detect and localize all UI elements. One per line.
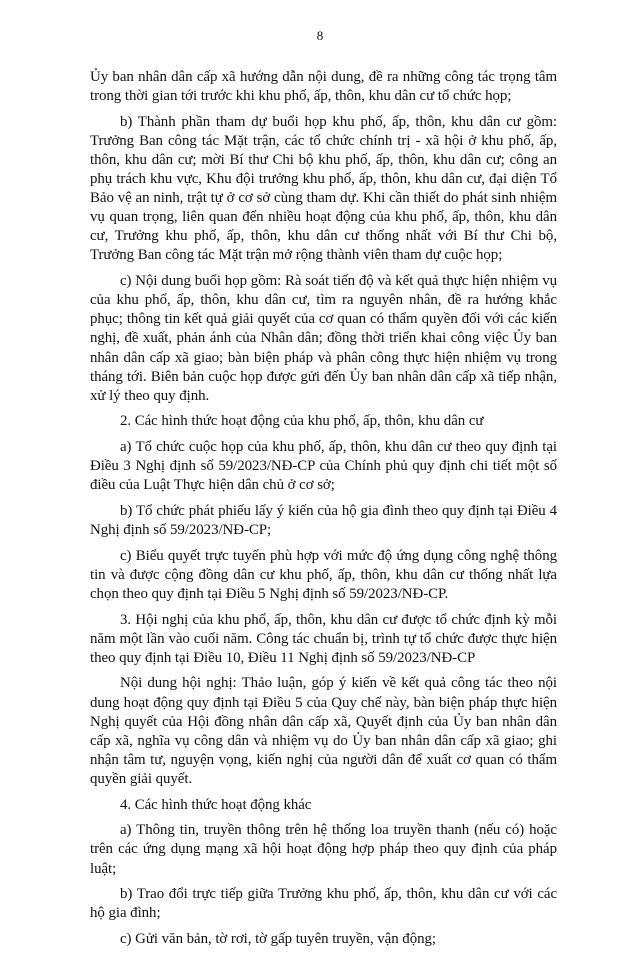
paragraph-item-c-online-vote: c) Biểu quyết trực tuyến phù hợp với mức độ ứng dụng công nghệ thông tin và được cộng đồng dân cư khu phố, ấp, thôn, khu dân cư thống nhất lựa chọn theo quy định tại Điều 5 Nghị định số 59/2023/NĐ-CP. [90, 547, 557, 602]
paragraph-item-a-meeting: a) Tổ chức cuộc họp của khu phố, ấp, thôn, khu dân cư theo quy định tại Điều 3 Nghị định số 59/2023/NĐ-CP của Chính phủ quy định chi tiết một số điều của Luật Thực hiện dân chủ ở cơ sở; [90, 439, 557, 494]
paragraph-conference-content: Nội dung hội nghị: Thảo luận, góp ý kiến về kết quả công tác theo nội dung hoạt động quy định tại Điều 5 của Quy chế này, bàn biện pháp thực hiện Nghị quyết của Hội đồng nhân dân cấp xã, Quyết định của Ủy ban nhân dân cấp xã, nghĩa vụ công dân và nhiệm vụ do Ủy ban nhân dân cấp xã giao; ghi nhận tâm tư, nguyện vọng, kiến nghị của người dân để xuất cơ quan có thẩm quyền giải quyết. [90, 675, 557, 787]
paragraph-item-c-documents: c) Gửi văn bản, tờ rơi, tờ gấp tuyên truyền, vận động; [120, 930, 436, 947]
section-heading-activity-forms: 2. Các hình thức hoạt động của khu phố, ấp, thôn, khu dân cư [120, 413, 484, 430]
paragraph-meeting-participants: b) Thành phần tham dự buổi họp khu phố, ấp, thôn, khu dân cư gồm: Trưởng Ban công tác Mặt trận, các tổ chức chính trị - xã hội ở khu phố, ấp, thôn, khu dân cư; mời Bí thư Chi bộ khu phố, ấp, thôn, khu dân cư; công an phụ trách khu vực, Khu đội trưởng khu phố, ấp, thôn, khu dân cư, đại diện Tổ Bảo vệ an ninh, trật tự ở cơ sở cùng tham dự. Khi cần thiết do phát sinh nhiệm vụ quan trọng, liên quan đến nhiều hoạt động của khu phố, ấp, thôn, khu dân cư, Trưởng khu phố, ấp, thôn, khu dân cư thống nhất với Bí thư Chi bộ, Trưởng Ban công tác Mặt trận mở rộng thành viên tham dự cuộc họp; [90, 113, 557, 264]
paragraph-item-b-survey: b) Tổ chức phát phiếu lấy ý kiến của hộ gia đình theo quy định tại Điều 4 Nghị định số 59/2023/NĐ-CP; [90, 502, 557, 539]
paragraph-meeting-content: c) Nội dung buổi họp gồm: Rà soát tiến độ và kết quả thực hiện nhiệm vụ của khu phố, ấp, thôn, khu dân cư, tìm ra nguyên nhân, đề ra hướng khắc phục; thông tin kết quả giải quyết của cơ quan có thẩm quyền đối với các kiến nghị, đề xuất, phản ánh của Nhân dân; đồng thời triển khai công việc Ủy ban nhân dân cấp xã giao; bàn biện pháp và phân công thực hiện nhiệm vụ trong tháng tới. Biên bản cuộc họp được gửi đến Ủy ban nhân dân cấp xã tiếp nhận, xử lý theo quy định. [90, 273, 557, 404]
paragraph-continuation: Ủy ban nhân dân cấp xã hướng dẫn nội dung, đề ra những công tác trọng tâm trong thời gian tới trước khi khu phố, ấp, thôn, khu dân cư tổ chức họp; [90, 69, 557, 105]
section-heading-annual-conference: 3. Hội nghị của khu phố, ấp, thôn, khu dân cư được tổ chức định kỳ mỗi năm một lần vào cuối năm. Công tác chuẩn bị, trình tự tổ chức được thực hiện theo quy định tại Điều 10, Điều 11 Nghị định số 59/2023/NĐ-CP [90, 611, 557, 666]
document-body [90, 68, 557, 956]
paragraph-item-b-direct-exchange: b) Trao đổi trực tiếp giữa Trưởng khu phố, ấp, thôn, khu dân cư với các hộ gia đình; [90, 886, 557, 922]
page-number: 8 [316, 28, 324, 43]
paragraph-item-a-communication: a) Thông tin, truyền thông trên hệ thống loa truyền thanh (nếu có) hoặc trên các ứng dụng mạng xã hội hoạt động hợp pháp theo quy định của pháp luật; [90, 822, 557, 877]
section-heading-other-activities: 4. Các hình thức hoạt động khác [120, 796, 312, 813]
